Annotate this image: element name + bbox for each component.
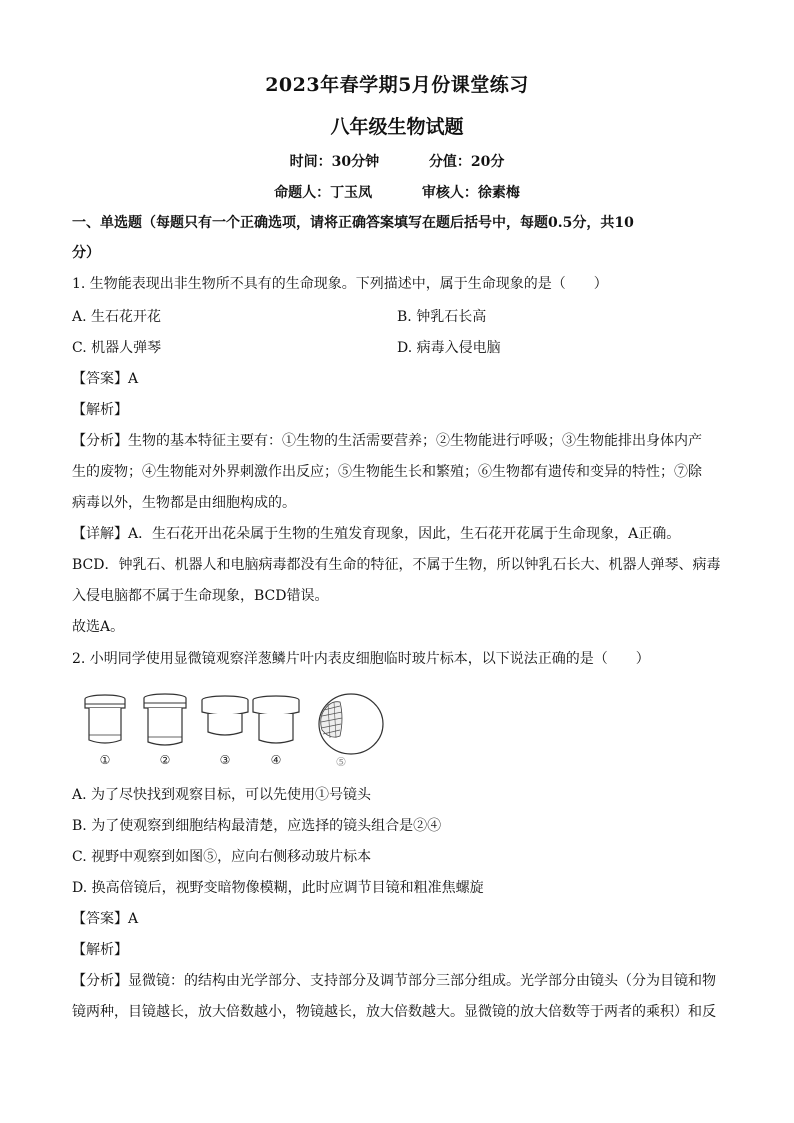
question-1-stem: 1. 生物能表现出非生物所不具有的生命现象。下列描述中，属于生命现象的是（ ）	[72, 276, 608, 292]
q1-conclusion: 故选A。	[72, 619, 125, 635]
exam-reviewer: 审核人：徐素梅	[421, 185, 520, 201]
page-title: 2023年春学期5月份课堂练习	[265, 74, 529, 96]
q2-option-a: A. 为了尽快找到观察目标，可以先使用①号镜头	[72, 787, 372, 803]
q1-fenxi-line3: 病毒以外，生物都是由细胞构成的。	[72, 495, 296, 511]
q1-fenxi-line2: 生的废物；④生物能对外界刺激作出反应；⑤生物能生长和繁殖；⑥生物都有遗传和变异的特性；⑦除	[72, 464, 702, 480]
author-row	[0, 182, 794, 202]
q1-detail-line1: 【详解】A．生石花开出花朵属于生物的生殖发育现象，因此，生石花开花属于生命现象，A正确。	[72, 526, 681, 542]
exam-info-row	[0, 151, 794, 171]
q1-analysis-label: 【解析】	[72, 402, 128, 418]
question-2-stem: 2. 小明同学使用显微镜观察洋葱鳞片叶内表皮细胞临时玻片标本，以下说法正确的是（ ）	[72, 651, 650, 667]
microscope-lens-figure	[78, 688, 398, 768]
figure-label-3: ③	[219, 753, 231, 767]
exam-score: 分值：20分	[428, 154, 505, 170]
exam-time: 时间：30分钟	[289, 154, 380, 170]
q1-option-d: D. 病毒入侵电脑	[397, 340, 501, 356]
q1-detail-line3: 入侵电脑都不属于生命现象，BCD错误。	[72, 588, 329, 604]
figure-label-4: ④	[270, 753, 282, 767]
q2-answer: 【答案】A	[72, 911, 139, 927]
section-heading-line2: 分）	[72, 245, 100, 261]
objective-lens-3	[202, 696, 248, 735]
q1-answer: 【答案】A	[72, 371, 139, 387]
q2-option-c: C. 视野中观察到如图⑤，应向右侧移动玻片标本	[72, 849, 372, 865]
exam-author: 命题人：丁玉凤	[274, 185, 373, 201]
q1-fenxi-line1: 【分析】生物的基本特征主要有：①生物的生活需要营养；②生物能进行呼吸；③生物能排出身体内产	[72, 433, 702, 449]
page-subtitle: 八年级生物试题	[330, 116, 464, 138]
figure-label-2: ②	[159, 753, 171, 767]
figure-label-5: ⑤	[335, 755, 347, 768]
q1-detail-line2: BCD．钟乳石、机器人和电脑病毒都没有生命的特征，不属于生物，所以钟乳石长大、机器人弹琴、病毒	[72, 557, 721, 573]
q2-fenxi-line1: 【分析】显微镜：的结构由光学部分、支持部分及调节部分三部分组成。光学部分由镜头（分为目镜和物	[72, 973, 716, 989]
q2-analysis-label: 【解析】	[72, 942, 128, 958]
q1-option-c: C. 机器人弹琴	[72, 340, 162, 356]
q2-option-d: D. 换高倍镜后，视野变暗物像模糊，此时应调节目镜和粗准焦螺旋	[72, 880, 484, 896]
figure-label-1: ①	[99, 753, 111, 767]
objective-lens-4	[253, 696, 299, 743]
q1-option-b: B. 钟乳石长高	[397, 309, 487, 325]
eyepiece-lens-2	[144, 694, 186, 745]
field-of-view-5	[319, 694, 383, 754]
eyepiece-lens-1	[85, 695, 125, 743]
q2-option-b: B. 为了使观察到细胞结构最清楚，应选择的镜头组合是②④	[72, 818, 442, 834]
section-heading-line1: 一、单选题（每题只有一个正确选项，请将正确答案填写在题后括号中，每题0.5分，共10	[72, 215, 634, 231]
q1-option-a: A. 生石花开花	[72, 309, 162, 325]
q2-fenxi-line2: 镜两种，目镜越长，放大倍数越小，物镜越长，放大倍数越大。显微镜的放大倍数等于两者的乘积）和反	[72, 1004, 716, 1020]
